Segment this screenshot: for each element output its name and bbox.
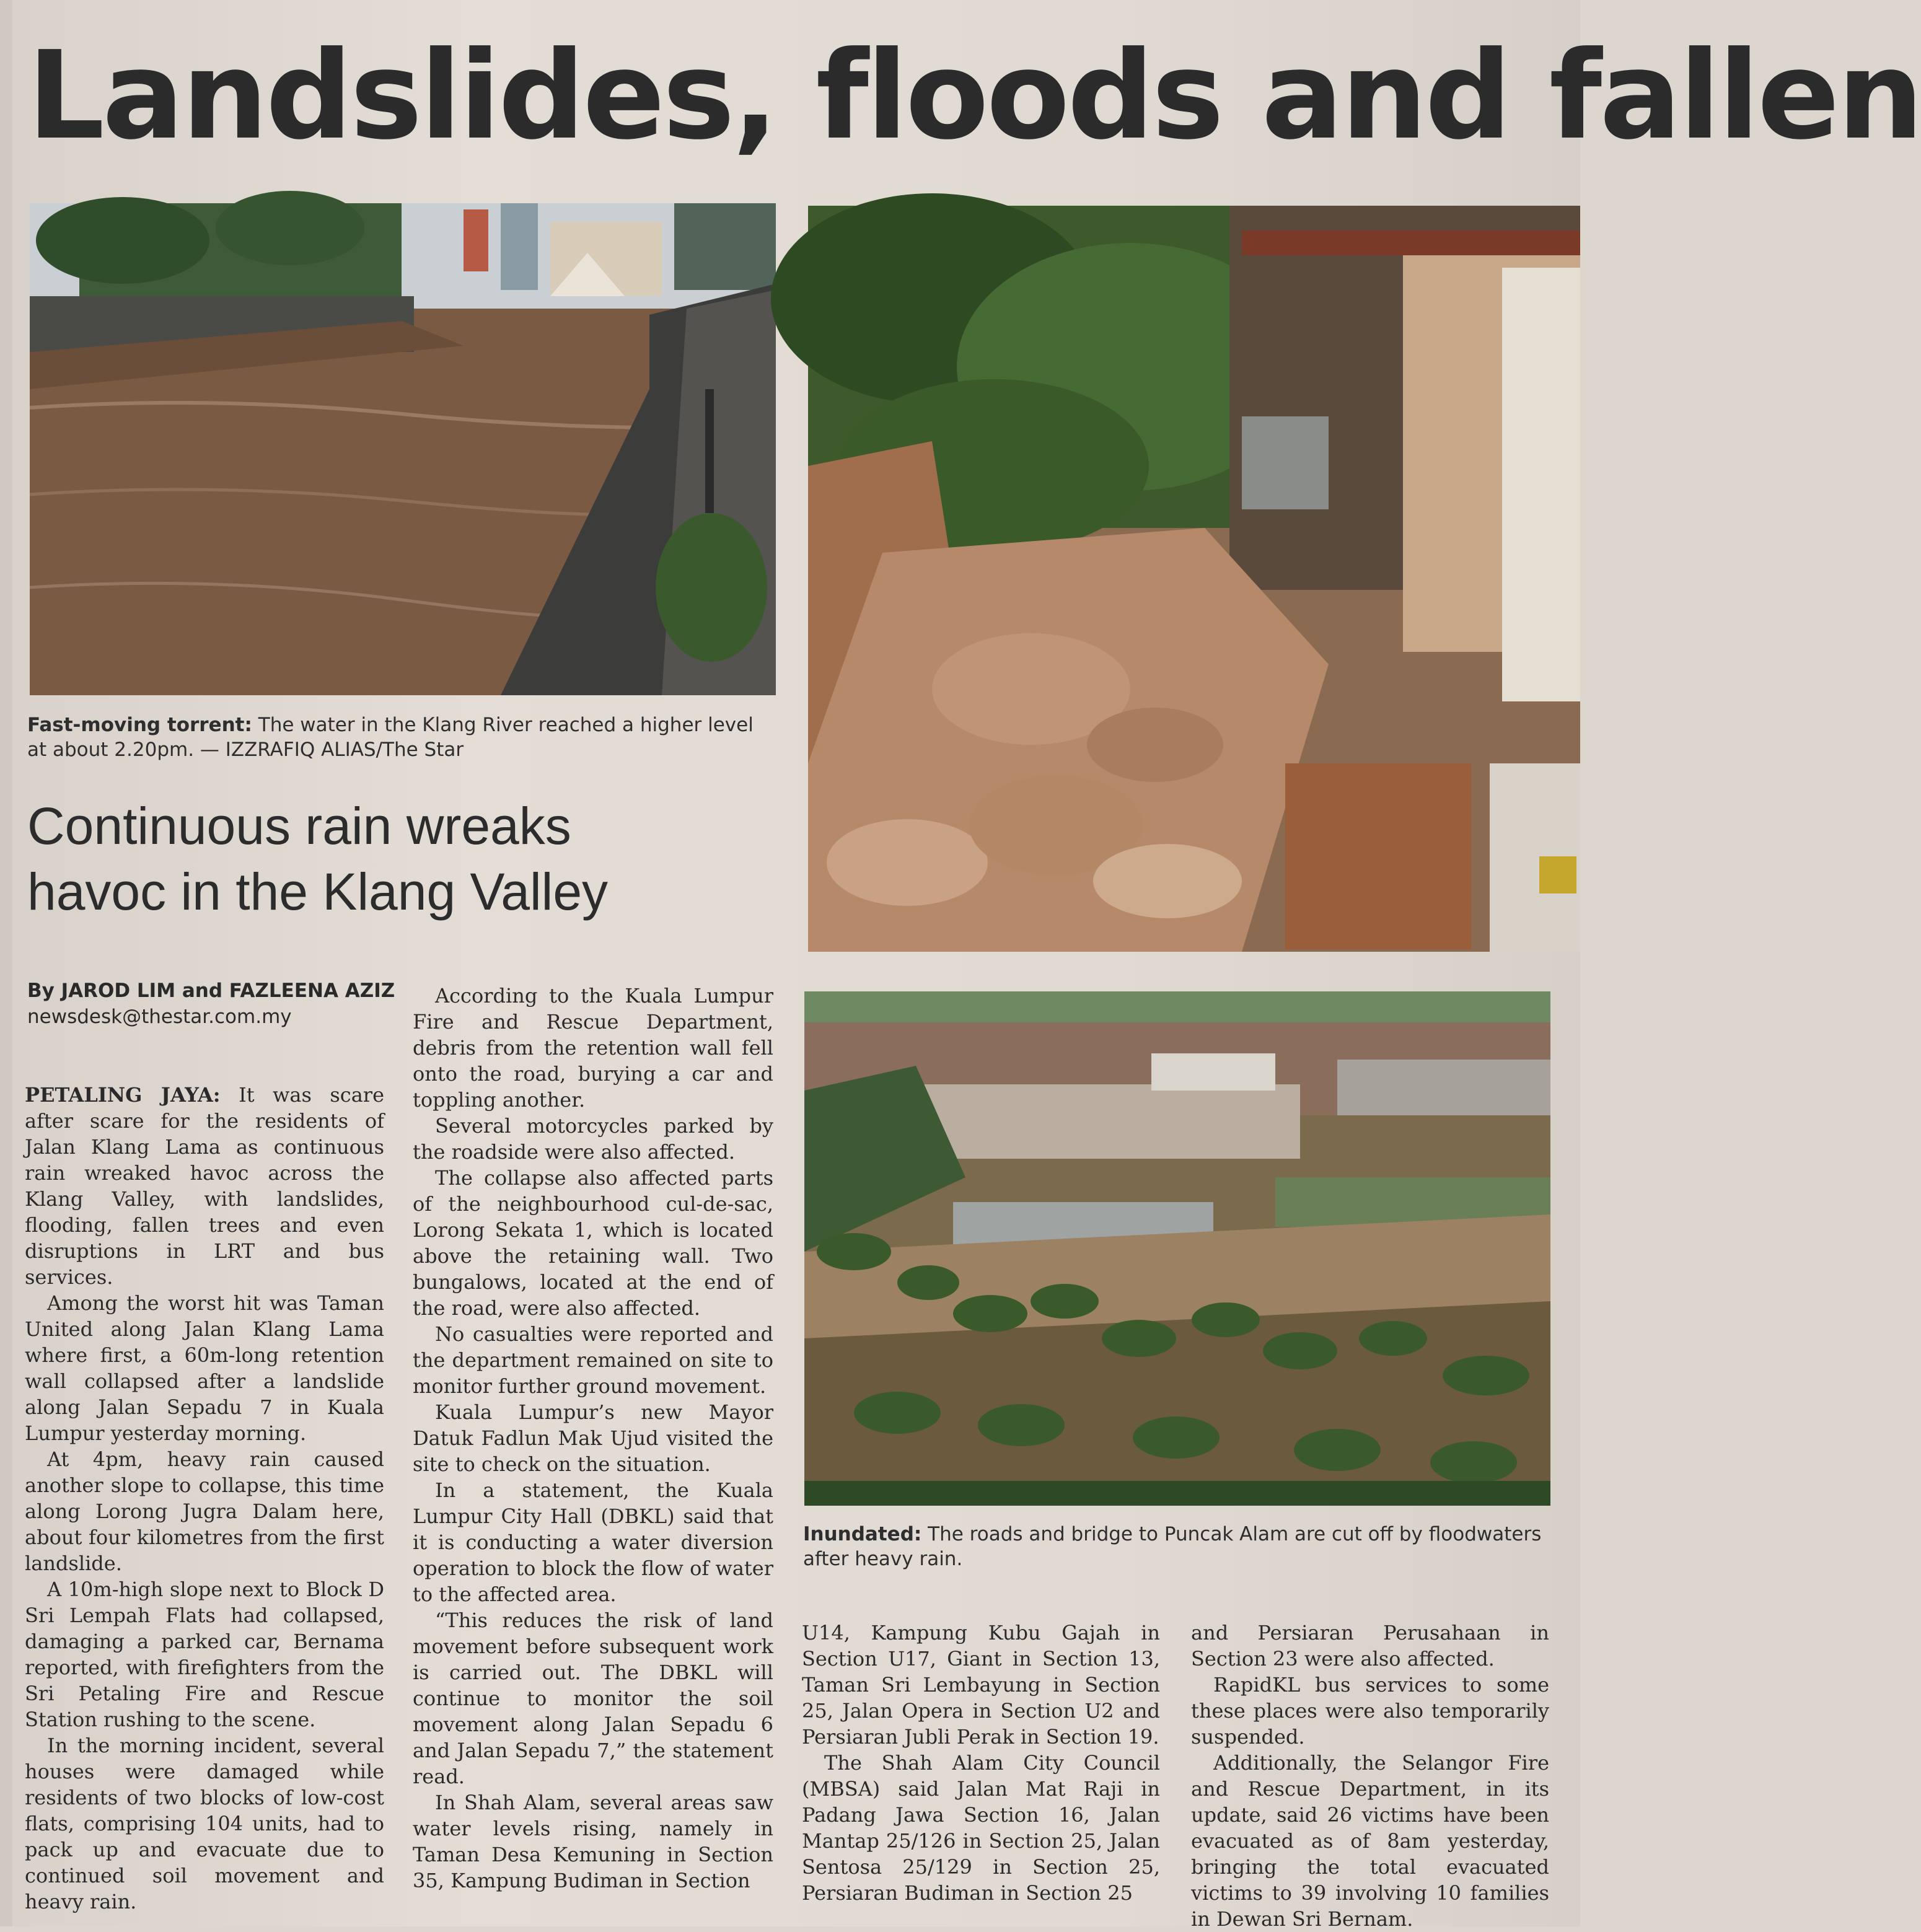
article-column-3: [802, 1620, 1160, 1906]
article-paragraph: Among the worst hit was Taman United along Jalan Klang Lama where first, a 60m-long retention wall collapsed after a landslide along Jalan Sepadu 7 in Kuala Lumpur yesterday morning.: [25, 1291, 384, 1445]
article-paragraph: and Persiaran Perusahaan in Section 23 were also affected.: [1191, 1621, 1549, 1671]
article-paragraph: The collapse also affected parts of the neighbourhood cul-de-sac, Lorong Sekata 1, which is located above the retaining wall. Two bungalows, located at the end of the road, were also affected.: [413, 1166, 773, 1320]
dateline: PETALING JAYA:: [25, 1083, 221, 1107]
river-caption-label: Fast-moving torrent:: [27, 714, 252, 736]
byline-names: By JAROD LIM and FAZLEENA AZIZ: [27, 980, 395, 1002]
article-paragraph: “This reduces the risk of land movement before subsequent work is carried out. The DBKL will continue to monitor the soil movement along Jalan Sepadu 6 and Jalan Sepadu 7,” the statement read.: [413, 1609, 773, 1788]
article-paragraph: The Shah Alam City Council (MBSA) said Jalan Mat Raji in Padang Jawa Section 16, Jalan Mantap 25/126 in Section 25, Jalan Sentosa 25/129 in Section 25, Persiaran Budiman in Section 25: [802, 1751, 1160, 1905]
article-paragraph: Kuala Lumpur’s new Mayor Datuk Fadlun Mak Ujud visited the site to check on the situation.: [413, 1400, 773, 1476]
article-column-4: [1191, 1620, 1549, 1932]
headline: Landslides, floods and fallen: [27, 25, 1921, 167]
flood-caption: [803, 1522, 1547, 1571]
article-column-2: [413, 983, 773, 1894]
article-paragraph: In the morning incident, several houses were damaged while residents of two blocks of low-cost flats, comprising 104 units, had to pack up and evacuate due to continued soil movement and heavy rain.: [25, 1734, 384, 1913]
article-paragraph: No casualties were reported and the department remained on site to monitor further ground movement.: [413, 1322, 773, 1398]
byline: [27, 978, 411, 1030]
article-paragraph: U14, Kampung Kubu Gajah in Section U17, Giant in Section 13, Taman Sri Lembayung in Section 25, Jalan Opera in Section U2 and Persiaran Jubli Perak in Section 19.: [802, 1621, 1160, 1749]
landslide-photo: [808, 206, 1580, 952]
article-paragraph: At 4pm, heavy rain caused another slope to collapse, this time along Lorong Jugra Dalam here, about four kilometres from the first landslide.: [25, 1447, 384, 1575]
flood-photo: [804, 991, 1550, 1506]
article-paragraph: In a statement, the Kuala Lumpur City Hall (DBKL) said that it is conducting a water diversion operation to block the flow of water to the affected area.: [413, 1478, 773, 1606]
left-margin-shadow: [0, 0, 12, 1926]
article-paragraph: According to the Kuala Lumpur Fire and Rescue Department, debris from the retention wall fell onto the road, burying a car and toppling another.: [413, 984, 773, 1112]
article-paragraph: RapidKL bus services to some these places were also temporarily suspended.: [1191, 1673, 1549, 1749]
article-subhead: Continuous rain wreaks havoc in the Klang Valley: [27, 797, 609, 921]
article-paragraph: A 10m-high slope next to Block D Sri Lempah Flats had collapsed, damaging a parked car, Bernama reported, with firefighters from the Sri Petaling Fire and Rescue Station rushing to the scene.: [25, 1578, 384, 1731]
river-caption: [27, 713, 777, 762]
flood-caption-text: The roads and bridge to Puncak Alam are cut off by floodwaters after heavy rain.: [803, 1523, 1542, 1570]
article-paragraph: Additionally, the Selangor Fire and Rescue Department, in its update, said 26 victims have been evacuated as of 8am yesterday, bringing the total evacuated victims to 39 involving 10 families in Dewan Sri Bernam.: [1191, 1751, 1549, 1931]
article-column-1: [25, 1082, 384, 1915]
byline-email: newsdesk@thestar.com.my: [27, 1006, 292, 1028]
article-paragraph: In Shah Alam, several areas saw water levels rising, namely in Taman Desa Kemuning in Section 35, Kampung Budiman in Section: [413, 1791, 773, 1892]
river-caption-text: The water in the Klang River reached a higher level at about 2.20pm. — IZZRAFIQ ALIAS/The Star: [27, 714, 754, 761]
flood-caption-label: Inundated:: [803, 1523, 922, 1545]
article-paragraph: Several motorcycles parked by the roadside were also affected.: [413, 1114, 773, 1164]
river-photo: [30, 203, 776, 695]
article-paragraph: PETALING JAYA: It was scare after scare for the residents of Jalan Klang Lama as continuous rain wreaked havoc across the Klang Valley, with landslides, flooding, fallen trees and even disruptions in LRT and bus services.: [25, 1083, 385, 1289]
